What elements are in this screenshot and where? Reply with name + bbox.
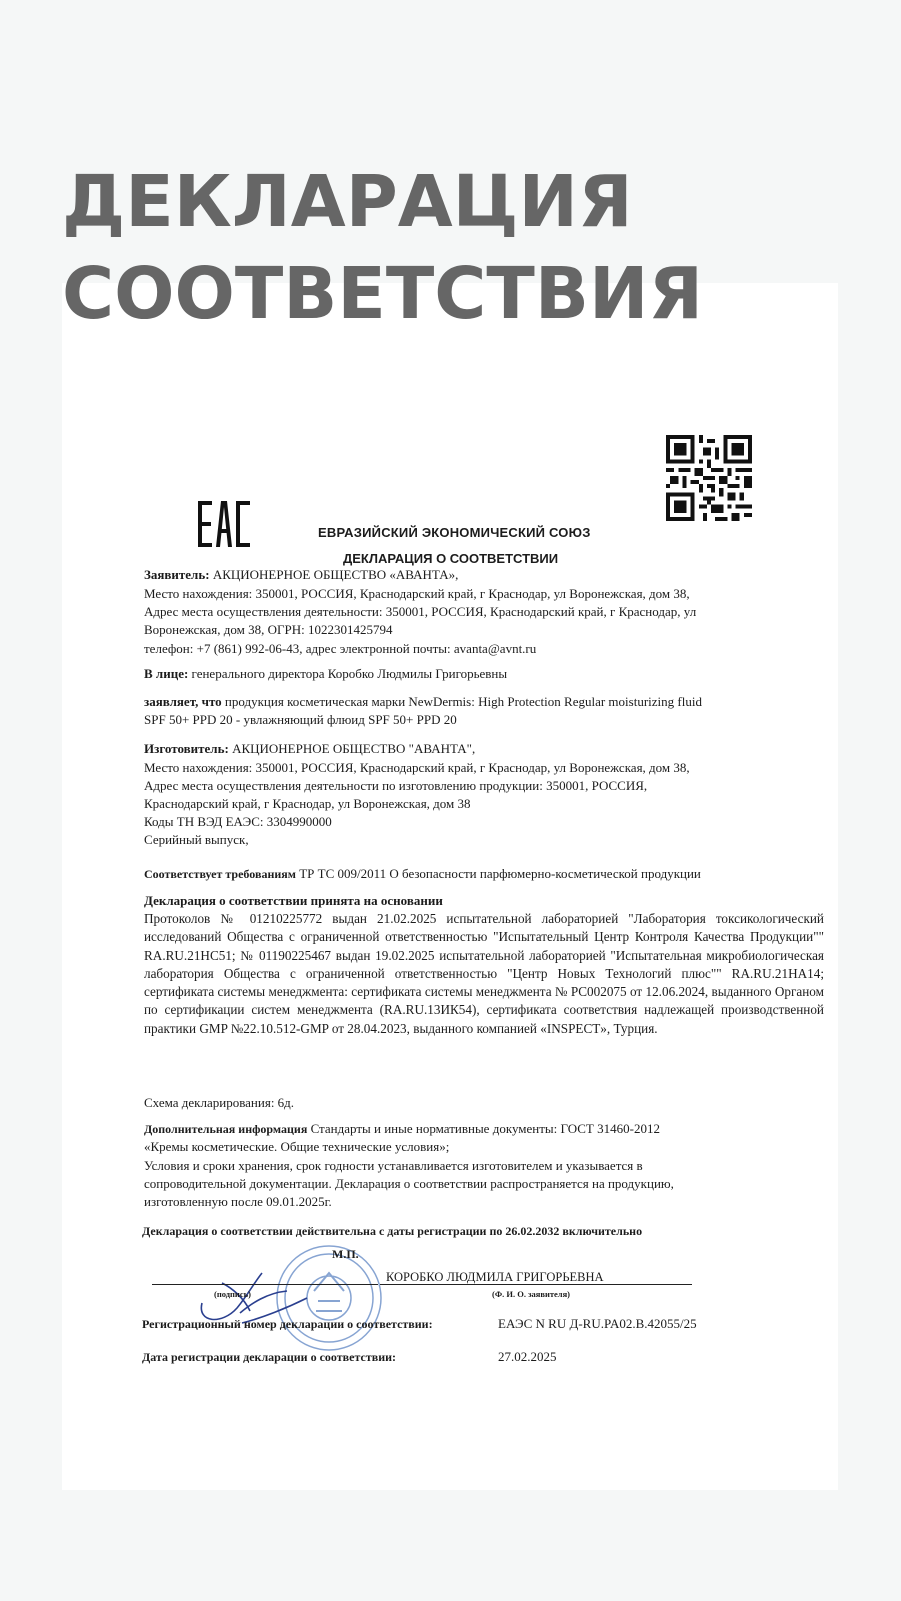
person-value: генерального директора Коробко Людмилы Григорьевны — [188, 666, 508, 681]
document-union-name: ЕВРАЗИЙСКИЙ ЭКОНОМИЧЕСКИЙ СОЮЗ — [318, 525, 591, 540]
complies-line — [144, 866, 701, 882]
applicant-label: Заявитель: — [144, 567, 210, 582]
declares-line-2: SPF 50+ PPD 20 - увлажняющий флюид SPF 50+ PPD 20 — [144, 712, 457, 727]
reg-number-label: Регистрационный номер декларации о соответствии: — [142, 1317, 433, 1331]
declares-line-1 — [144, 694, 702, 709]
declares-product: продукция косметическая марки NewDermis: High Protection Regular moisturizing fluid — [221, 694, 702, 709]
name-caption: (Ф. И. О. заявителя) — [492, 1289, 571, 1299]
manufacturer-name: АКЦИОНЕРНОЕ ОБЩЕСТВО "АВАНТА", — [228, 741, 476, 756]
signature-caption: (подпись) — [214, 1289, 251, 1299]
tn-ved-codes: Коды ТН ВЭД ЕАЭС: 3304990000 — [144, 814, 332, 829]
applicant-activity-address: Адрес места осуществления деятельности: 350001, РОССИЯ, Краснодарский край, г Краснодар, ул — [144, 604, 697, 619]
signer-name: КОРОБКО ЛЮДМИЛА ГРИГОРЬЕВНА — [386, 1270, 604, 1284]
page-title — [62, 156, 703, 340]
declaration-scheme: Схема декларирования: 6д. — [144, 1095, 295, 1110]
additional-info-standard: Стандарты и иные нормативные документы: ГОСТ 31460-2012 — [307, 1121, 660, 1136]
manufacturer-label: Изготовитель: — [144, 741, 229, 756]
additional-info-line-1 — [144, 1121, 660, 1137]
document-title: ДЕКЛАРАЦИЯ О СООТВЕТСТВИИ — [343, 551, 559, 566]
declares-label: заявляет, что — [144, 694, 222, 709]
reg-number-value: ЕАЭС N RU Д-RU.PA02.B.42055/25 — [498, 1316, 697, 1331]
additional-info-line-2: «Кремы косметические. Общие технические условия»; — [144, 1139, 450, 1154]
seal-place: М.П. — [332, 1247, 359, 1261]
complies-label: Соответствует требованиям — [144, 867, 296, 881]
additional-info-line-4: сопроводительной документации. Декларация о соответствии распространяется на продукцию, — [144, 1176, 674, 1191]
name-line — [380, 1284, 692, 1285]
applicant-ogrn: Воронежская, дом 38, ОГРН: 1022301425794 — [144, 622, 393, 637]
eac-logo-icon — [198, 501, 250, 547]
reg-date-value: 27.02.2025 — [498, 1349, 557, 1364]
applicant-line — [144, 567, 458, 582]
manufacturer-city: Краснодарский край, г Краснодар, ул Воронежская, дом 38 — [144, 796, 471, 811]
signature-line — [152, 1284, 378, 1285]
complies-value: ТР ТС 009/2011 О безопасности парфюмерно-косметической продукции — [295, 866, 701, 881]
basis-text: Протоколов № 01210225772 выдан 21.02.2025 испытательной лабораторией "Лаборатория токсикологический исследований Общества с ограниченной ответственностью "Испытательный Центр Контроля Качества Продукции"" RA.RU.21HC51; № 01190225467 выдан 19.02.2025 испытательной лабораторией "Испытательная микробиологическая лаборатория Общества с ограниченной ответственностью "Центр Новых Технологий плюс"" RA.RU.21HA14; сертификата системы менеджмента: сертификата системы менеджмента № PC002075 от 12.06.2024, выданного Органом по сертификации систем менеджмента (RA.RU.13ИК54), сертификата соответствия надлежащей производственной практики GMP №22.10.512-GMP от 28.04.2023, выданного компанией «INSPECT», Турция. — [144, 911, 824, 1036]
serial-production: Серийный выпуск, — [144, 832, 249, 847]
applicant-name: АКЦИОНЕРНОЕ ОБЩЕСТВО «АВАНТА», — [209, 567, 459, 582]
basis-label: Декларация о соответствии принята на основании — [144, 893, 443, 908]
qr-code-icon — [666, 435, 752, 521]
person-label: В лице: — [144, 666, 189, 681]
manufacturer-address: Место нахождения: 350001, РОССИЯ, Краснодарский край, г Краснодар, ул Воронежская, дом 38, — [144, 760, 690, 775]
reg-date-label: Дата регистрации декларации о соответствии: — [142, 1350, 397, 1364]
additional-info-label: Дополнительная информация — [144, 1122, 308, 1136]
additional-info-line-3: Условия и сроки хранения, срок годности устанавливается изготовителем и указывается в — [144, 1158, 643, 1173]
validity-period: Декларация о соответствии действительна с даты регистрации по 26.02.2032 включительно — [142, 1224, 643, 1238]
manufacturer-line — [144, 741, 475, 756]
applicant-contacts: телефон: +7 (861) 992-06-43, адрес электронной почты: avanta@avnt.ru — [144, 641, 537, 656]
page-title-line-2: СООТВЕТСТВИЯ — [62, 252, 704, 335]
additional-info-line-5: изготовленную после 09.01.2025г. — [144, 1194, 332, 1209]
manufacturer-production-address: Адрес места осуществления деятельности по изготовлению продукции: 350001, РОССИЯ, — [144, 778, 648, 793]
applicant-address: Место нахождения: 350001, РОССИЯ, Краснодарский край, г Краснодар, ул Воронежская, дом 38, — [144, 586, 690, 601]
declaration-document — [62, 283, 838, 1490]
person-line — [144, 666, 507, 681]
page-title-line-1: ДЕКЛАРАЦИЯ — [62, 160, 633, 243]
